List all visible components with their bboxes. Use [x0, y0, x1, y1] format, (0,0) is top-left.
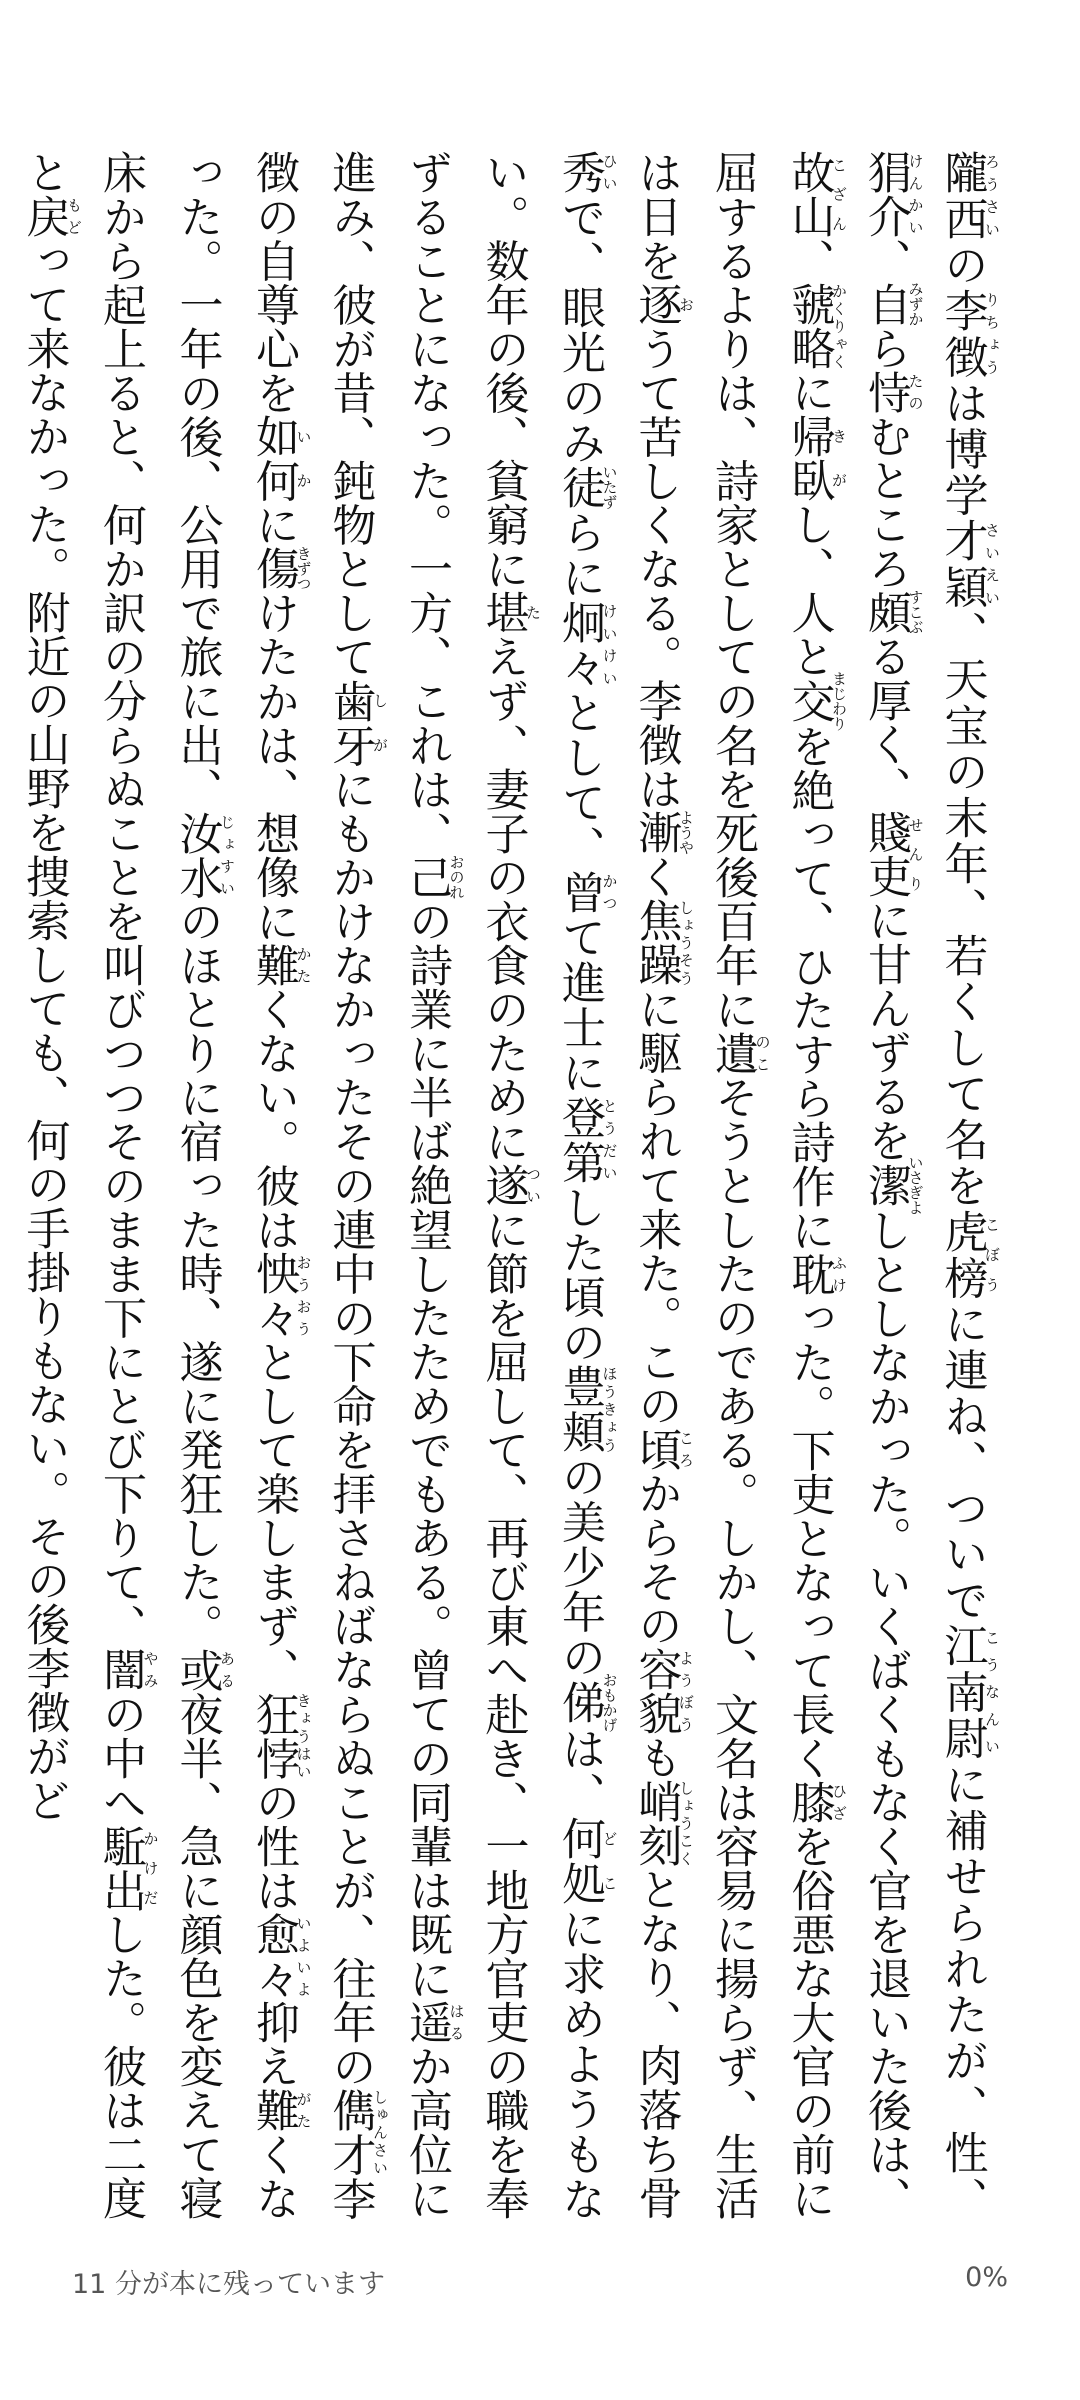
text-run: となり、肉落ち骨 — [630, 1866, 682, 2220]
furigana: けんかい — [906, 150, 925, 238]
text-run: 、 — [783, 238, 835, 282]
text-run: 抑え — [248, 1999, 299, 2088]
ruby-word: 逐お — [630, 282, 695, 327]
furigana: おのれ — [447, 854, 466, 900]
furigana: りちょう — [983, 288, 1001, 379]
furigana: おもかげ — [600, 1672, 619, 1733]
furigana: さいえい — [983, 518, 1001, 609]
furigana: はる — [447, 1999, 466, 2044]
furigana: いよいよ — [294, 1911, 313, 2000]
reader-footer — [72, 2262, 1008, 2312]
furigana: のこ — [753, 1030, 772, 1075]
furigana: もど — [65, 194, 83, 238]
ruby-word: 峭刻しょうこく — [630, 1778, 695, 1867]
ruby-word: 登第とうだい — [554, 1094, 619, 1185]
furigana: おうおう — [294, 1251, 313, 1340]
furigana: しょうそう — [677, 898, 695, 987]
ruby-word: 頃ころ — [630, 1426, 695, 1471]
text-run: く — [630, 854, 682, 899]
furigana: つい — [524, 1163, 542, 1208]
ruby-word: 徒いたず — [554, 464, 619, 510]
furigana: きょうはい — [294, 1691, 313, 1780]
ruby-word: 帰臥きが — [783, 414, 848, 502]
furigana: たの — [906, 370, 925, 414]
furigana: まじわり — [830, 671, 848, 731]
page-area[interactable] — [18, 150, 1001, 2221]
furigana: がた — [294, 2088, 313, 2133]
furigana: やみ — [141, 1647, 160, 1692]
furigana: ひざ — [830, 1780, 848, 1824]
text-run: の性は — [248, 1779, 299, 1912]
ruby-word: 狂悖きょうはい — [248, 1691, 313, 1780]
furigana: きずつ — [294, 545, 313, 591]
text-run: の中へ — [95, 1691, 146, 1824]
text-run: うて苦しくなる。李徴は — [630, 326, 682, 811]
ruby-word: 何処どこ — [554, 1816, 619, 1907]
ruby-word: 愈々いよいよ — [248, 1911, 313, 2000]
ruby-word: 頗すこぶ — [860, 589, 925, 635]
furigana: ようぼう — [677, 1646, 695, 1735]
ruby-word: 儁才しゅんさい — [324, 2087, 389, 2177]
furigana: かつ — [600, 869, 619, 914]
text-run: で、眼光のみ — [554, 194, 605, 465]
ruby-word: 豊頬ほうきょう — [554, 1364, 619, 1455]
ruby-word: 焦躁しょうそう — [630, 898, 695, 987]
text-run: けたかは、想像に — [248, 590, 299, 943]
ruby-word: 賤吏せんり — [860, 810, 925, 898]
ruby-word: 如何いか — [248, 414, 313, 503]
text-run: からその — [630, 1470, 682, 1647]
furigana: ほうきょう — [600, 1364, 619, 1454]
ruby-word: 膝ひざ — [783, 1780, 848, 1824]
reading-progress-percent: 0% — [965, 2262, 1008, 2293]
text-run: の美少年の — [554, 1454, 605, 1680]
furigana: とうだい — [600, 1094, 619, 1184]
furigana: こぼう — [983, 1209, 1001, 1300]
text-run: て進士に — [554, 914, 605, 1095]
text-run: に — [783, 370, 835, 414]
ruby-word: 故山こざん — [783, 150, 848, 238]
ruby-word: 李徴りちょう — [936, 288, 1001, 381]
text-run: に駆られて来た。この — [630, 986, 682, 1427]
furigana: いたず — [600, 464, 619, 510]
ruby-word: 秀ひい — [554, 150, 619, 195]
ruby-word: 曾かつ — [554, 869, 619, 915]
book-text — [18, 150, 1001, 2221]
ruby-word: 遂つい — [477, 1163, 542, 1208]
text-run: そうとしたのである。しかし、文名は容易に揚らず、生活は日を — [630, 150, 758, 2221]
text-run: しとしなかった。いくばくもなく官を退いた後は、 — [860, 1208, 911, 2220]
furigana: いか — [294, 414, 313, 503]
text-run: ら — [860, 326, 911, 370]
ruby-word: 虎榜こぼう — [936, 1209, 1001, 1302]
furigana: どこ — [600, 1816, 619, 1906]
ruby-word: 闇やみ — [95, 1647, 160, 1692]
ruby-word: 駈出かけだ — [95, 1823, 160, 1912]
ruby-word: 才穎さいえい — [936, 518, 1001, 611]
text-run: のほとりに宿った時、遂に発狂した。 — [171, 898, 223, 1648]
furigana: しょうこく — [677, 1778, 695, 1867]
ruby-word: 難がた — [248, 2088, 313, 2133]
text-run: は博学 — [936, 380, 988, 519]
text-run: に甘んずるを — [860, 898, 911, 1162]
ruby-word: 潔いさぎよ — [860, 1155, 925, 1215]
text-run: くなった。一年の後、公用で旅に出、 — [171, 150, 299, 2221]
furigana: こうなんい — [983, 1623, 1001, 1760]
furigana: いさぎよ — [906, 1155, 925, 1215]
ruby-word: 己おのれ — [401, 854, 466, 900]
furigana: こざん — [830, 150, 848, 238]
ruby-word: 遺のこ — [707, 1030, 772, 1075]
text-run: 夜半、急に顔色を変えて寝床から起上ると、何か訳の分らぬことを叫びつつそのまま下にとび下りて、 — [95, 150, 223, 2221]
ruby-word: 或ある — [171, 1647, 236, 1692]
ruby-word: 歯牙しが — [324, 678, 389, 767]
text-run: に求めようもない。数年の後、貧窮に — [477, 150, 605, 2221]
furigana: せんり — [906, 810, 925, 898]
ruby-word: 戻もど — [18, 194, 83, 238]
furigana: かけだ — [141, 1823, 160, 1912]
text-run: に連ね、ついで — [936, 1301, 988, 1624]
text-run: むところ — [860, 414, 911, 590]
text-run: として、 — [554, 689, 605, 870]
furigana: ある — [218, 1647, 236, 1692]
furigana: ころ — [677, 1426, 695, 1471]
furigana: ふけ — [830, 1252, 848, 1296]
furigana: しが — [371, 678, 389, 767]
furigana: お — [677, 282, 695, 327]
furigana: じょすい — [218, 810, 236, 899]
text-run: えず、妻子の衣食のために — [477, 634, 529, 1164]
text-run: に — [248, 502, 299, 547]
text-run: 李徴の自尊心を — [248, 150, 376, 2221]
ruby-word: 自みずか — [860, 281, 925, 327]
ruby-word: 遥はる — [401, 1999, 466, 2044]
ruby-word: 漸ようや — [630, 809, 695, 855]
furigana: きが — [830, 414, 848, 502]
ruby-word: 耽ふけ — [783, 1252, 848, 1296]
ruby-word: 怏々おうおう — [248, 1251, 313, 1340]
ruby-word: 容貌ようぼう — [630, 1646, 695, 1735]
text-run: に節を屈して、再び東へ赴き、一地方官吏の職を奉ずることになった。一方、これは、 — [401, 150, 529, 2221]
text-run: した。彼は二度と — [18, 150, 146, 2221]
furigana: すこぶ — [906, 589, 925, 635]
ruby-word: 虢略かくりゃく — [783, 282, 848, 370]
text-run: る厚く、 — [860, 634, 911, 810]
text-run: を俗悪な大官の前に屈するよりは、詩家としての名を死後百年に — [707, 150, 835, 2220]
text-run: 、天宝の末年、若くして名を — [936, 610, 988, 1210]
ruby-word: 江南尉こうなんい — [936, 1623, 1001, 1762]
text-run: の — [936, 242, 988, 289]
ruby-word: 隴西ろうさい — [936, 150, 1001, 243]
furigana: かた — [294, 942, 313, 987]
text-run: として楽しまず、 — [248, 1339, 299, 1692]
text-run: も — [630, 1734, 682, 1779]
ruby-word: 恃たの — [860, 370, 925, 414]
ruby-word: 傷きずつ — [248, 545, 313, 591]
text-run: に補せられたが、性、 — [936, 1761, 988, 2221]
ruby-word: 汝水じょすい — [171, 810, 236, 899]
text-run: の詩業に半ば絶望したためでもある。曾ての同輩は既に — [401, 898, 452, 2000]
text-run: か高位に進み、彼が昔、鈍物として — [324, 150, 452, 2221]
furigana: ようや — [677, 809, 695, 855]
text-run: 、 — [860, 238, 911, 282]
text-run: にもかけなかったその連中の下命を拝さねばならぬことが、往年の — [324, 766, 376, 2088]
time-remaining-label: 11 分が本に残っています — [72, 2269, 385, 2300]
furigana: しゅんさい — [371, 2087, 389, 2176]
text-run: った。下吏となって長く — [783, 1296, 835, 1780]
ruby-word: 堪た — [477, 590, 542, 635]
furigana: た — [524, 590, 542, 635]
ruby-word: 炯々けいけい — [554, 599, 619, 690]
text-run: し、人と — [783, 502, 835, 678]
ruby-word: 俤おもかげ — [554, 1672, 619, 1733]
ruby-word: 難かた — [248, 942, 313, 987]
furigana: ひい — [600, 150, 619, 195]
text-run: を絶って、ひたすら詩作に — [783, 724, 835, 1252]
furigana: けいけい — [600, 599, 619, 689]
text-run: って来なかった。附近の山野を捜索しても、何の手掛りもない。その後李徴がど — [18, 238, 70, 1822]
text-run: は、 — [554, 1725, 605, 1817]
ruby-word: 交まじわり — [783, 671, 848, 731]
furigana: かくりゃく — [830, 282, 848, 370]
text-run: くない。彼は — [248, 986, 299, 1252]
ruby-word: 狷介けんかい — [860, 150, 925, 238]
furigana: ろうさい — [983, 150, 1001, 241]
text-run: した頃の — [554, 1184, 605, 1365]
furigana: みずか — [906, 281, 925, 327]
text-run: らに — [554, 508, 605, 600]
